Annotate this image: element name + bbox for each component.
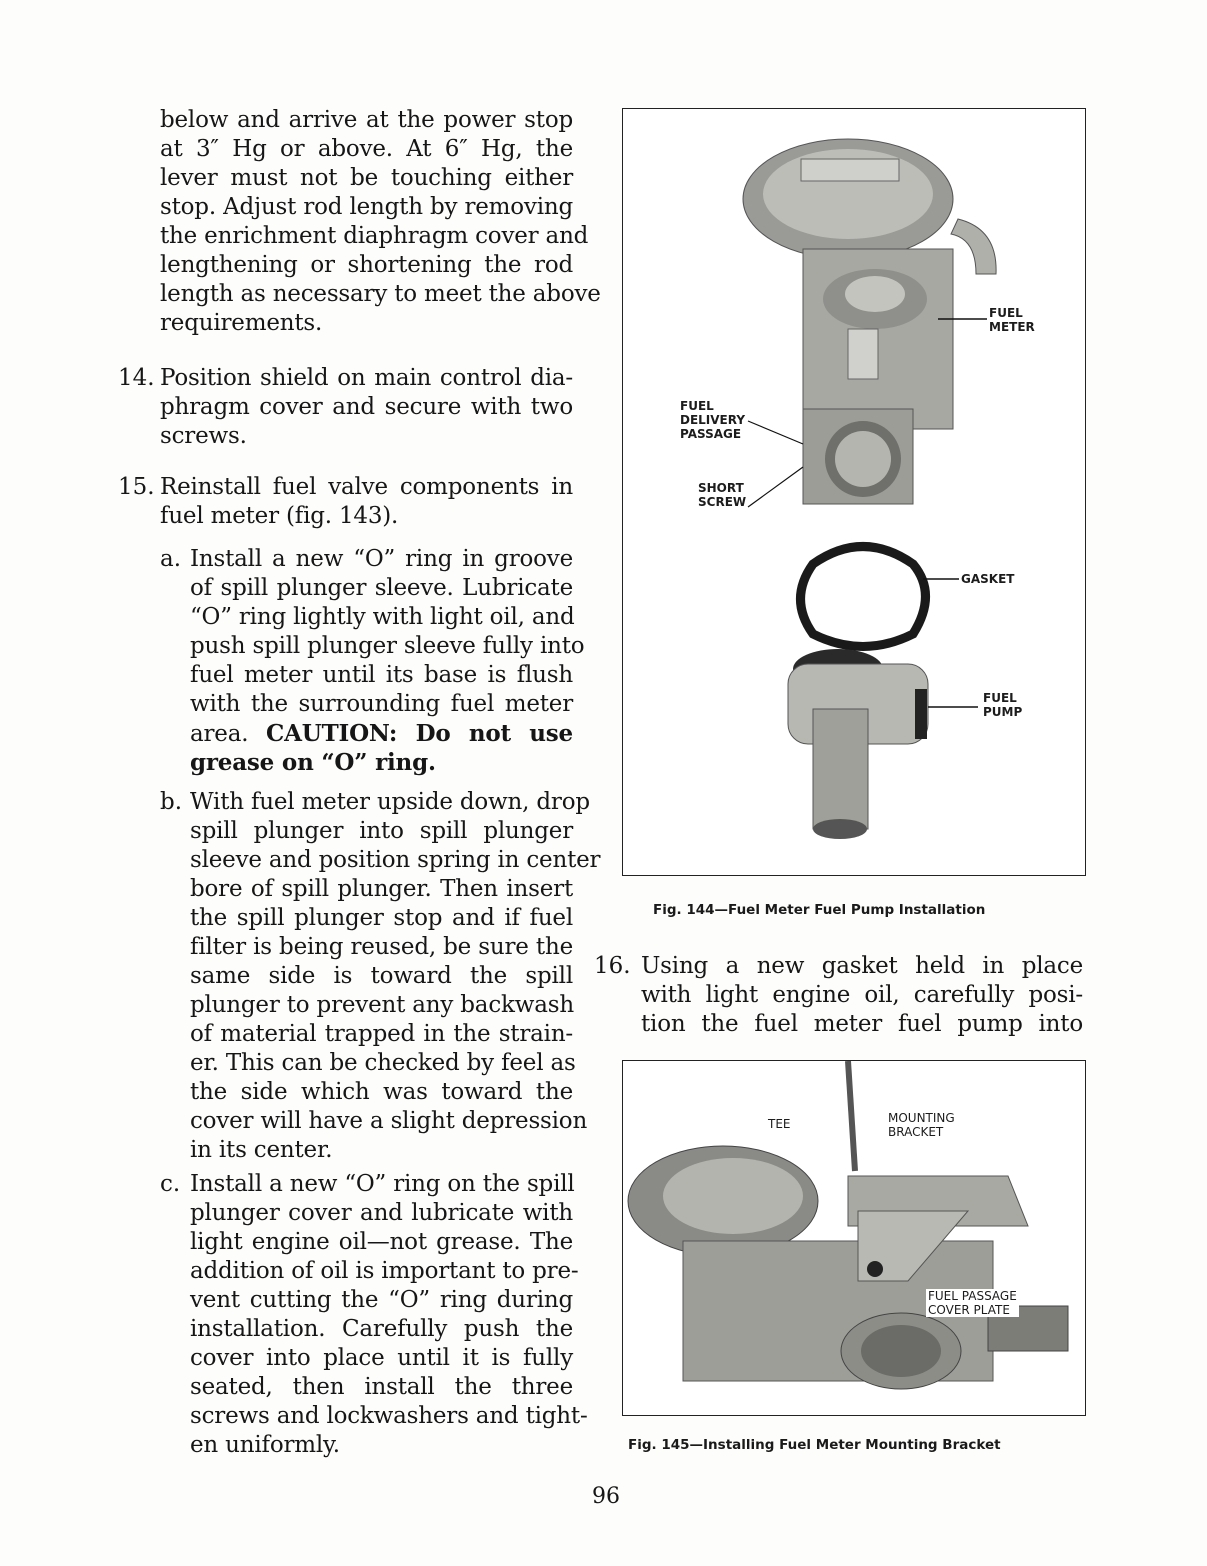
step-15a-text <box>190 545 585 777</box>
text-line: the spill plunger stop and if fuel <box>190 905 573 931</box>
text-line: Using a new gasket held in place <box>641 953 1083 979</box>
text-line: er. This can be checked by feel as <box>190 1050 576 1076</box>
label-fuel-delivery-passage: FUEL DELIVERY PASSAGE <box>680 399 746 441</box>
label-mounting-bracket: MOUNTING BRACKET <box>888 1111 955 1139</box>
text-line: light engine oil—not grease. The <box>190 1229 573 1255</box>
figure-144-caption: Fig. 144—Fuel Meter Fuel Pump Installation <box>653 902 986 918</box>
text-line: stop. Adjust rod length by removing <box>160 194 573 220</box>
step-14-text <box>160 364 573 451</box>
text-line: lengthening or shortening the rod <box>160 252 573 278</box>
text-line: Install a new “O” ring in groove <box>190 546 573 572</box>
text-line: with light engine oil, carefully posi- <box>641 982 1083 1008</box>
step-15-number: 15. <box>118 474 155 500</box>
text-line: screws. <box>160 423 247 449</box>
fuel-meter-bracket-photo <box>623 1061 1085 1415</box>
text-line: the enrichment diaphragm cover and <box>160 223 589 249</box>
text-line: cover into place until it is fully <box>190 1345 573 1371</box>
text-line: “O” ring lightly with light oil, and <box>190 604 575 630</box>
text-line: of material trapped in the strain- <box>190 1021 573 1047</box>
text-line: Reinstall fuel valve components in <box>160 474 573 500</box>
caution-label: CAUTION: Do not use <box>266 720 573 747</box>
text-line: same side is toward the spill <box>190 963 573 989</box>
step-15a-letter: a. <box>160 546 182 572</box>
label-fuel-passage-cover-plate: FUEL PASSAGE COVER PLATE <box>928 1289 1017 1317</box>
step-14-number: 14. <box>118 365 155 391</box>
text-line: with the surrounding fuel meter <box>190 691 573 717</box>
text-line: plunger to prevent any backwash <box>190 992 574 1018</box>
text-line: below and arrive at the power stop <box>160 107 573 133</box>
text-line: phragm cover and secure with two <box>160 394 573 420</box>
text-line: Position shield on main control dia- <box>160 365 573 391</box>
intro-paragraph <box>160 106 601 338</box>
caution-line <box>190 719 573 748</box>
text-line: vent cutting the “O” ring during <box>190 1287 573 1313</box>
text-line: seated, then install the three <box>190 1374 573 1400</box>
text-line: requirements. <box>160 310 323 336</box>
page-number: 96 <box>592 1484 620 1509</box>
text-line: the side which was toward the <box>190 1079 573 1105</box>
step-16-text <box>641 952 1083 1039</box>
caution-prefix: area. <box>190 721 249 747</box>
step-15c-letter: c. <box>160 1171 181 1197</box>
caution-line: grease on “O” ring. <box>190 749 436 776</box>
text-line: With fuel meter upside down, drop <box>190 789 590 815</box>
text-line: spill plunger into spill plunger <box>190 818 573 844</box>
step-15-text <box>160 473 573 531</box>
text-line: in its center. <box>190 1137 333 1163</box>
text-line: filter is being reused, be sure the <box>190 934 573 960</box>
label-fuel-meter: FUEL METER <box>989 306 1035 334</box>
text-line: bore of spill plunger. Then insert <box>190 876 573 902</box>
text-line: plunger cover and lubricate with <box>190 1200 573 1226</box>
text-line: lever must not be touching either <box>160 165 573 191</box>
text-line: fuel meter (fig. 143). <box>160 503 399 529</box>
leader-lines <box>623 109 1085 875</box>
step-15b-text <box>190 788 601 1165</box>
label-short-screw: SHORT SCREW <box>698 481 747 509</box>
text-line: screws and lockwashers and tight- <box>190 1403 588 1429</box>
text-line: en uniformly. <box>190 1432 340 1458</box>
step-16-number: 16. <box>594 953 631 979</box>
text-line: length as necessary to meet the above <box>160 281 601 307</box>
step-15b-letter: b. <box>160 789 183 815</box>
text-line: at 3″ Hg or above. At 6″ Hg, the <box>160 136 573 162</box>
text-line: tion the fuel meter fuel pump into <box>641 1011 1083 1037</box>
text-line: fuel meter until its base is flush <box>190 662 573 688</box>
text-line: sleeve and position spring in center <box>190 847 601 873</box>
text-line: of spill plunger sleeve. Lubricate <box>190 575 573 601</box>
figure-144 <box>622 108 1086 876</box>
text-line: cover will have a slight depression <box>190 1108 588 1134</box>
text-line: Install a new “O” ring on the spill <box>190 1171 575 1197</box>
figure-145-caption: Fig. 145—Installing Fuel Meter Mounting Bracket <box>628 1437 1001 1453</box>
label-tee: TEE <box>768 1117 791 1131</box>
text-line: installation. Carefully push the <box>190 1316 573 1342</box>
step-15c-text <box>190 1170 588 1460</box>
text-line: push spill plunger sleeve fully into <box>190 633 585 659</box>
figure-145 <box>622 1060 1086 1416</box>
label-gasket: GASKET <box>961 572 1015 586</box>
text-line: addition of oil is important to pre- <box>190 1258 579 1284</box>
label-fuel-pump: FUEL PUMP <box>983 691 1023 719</box>
